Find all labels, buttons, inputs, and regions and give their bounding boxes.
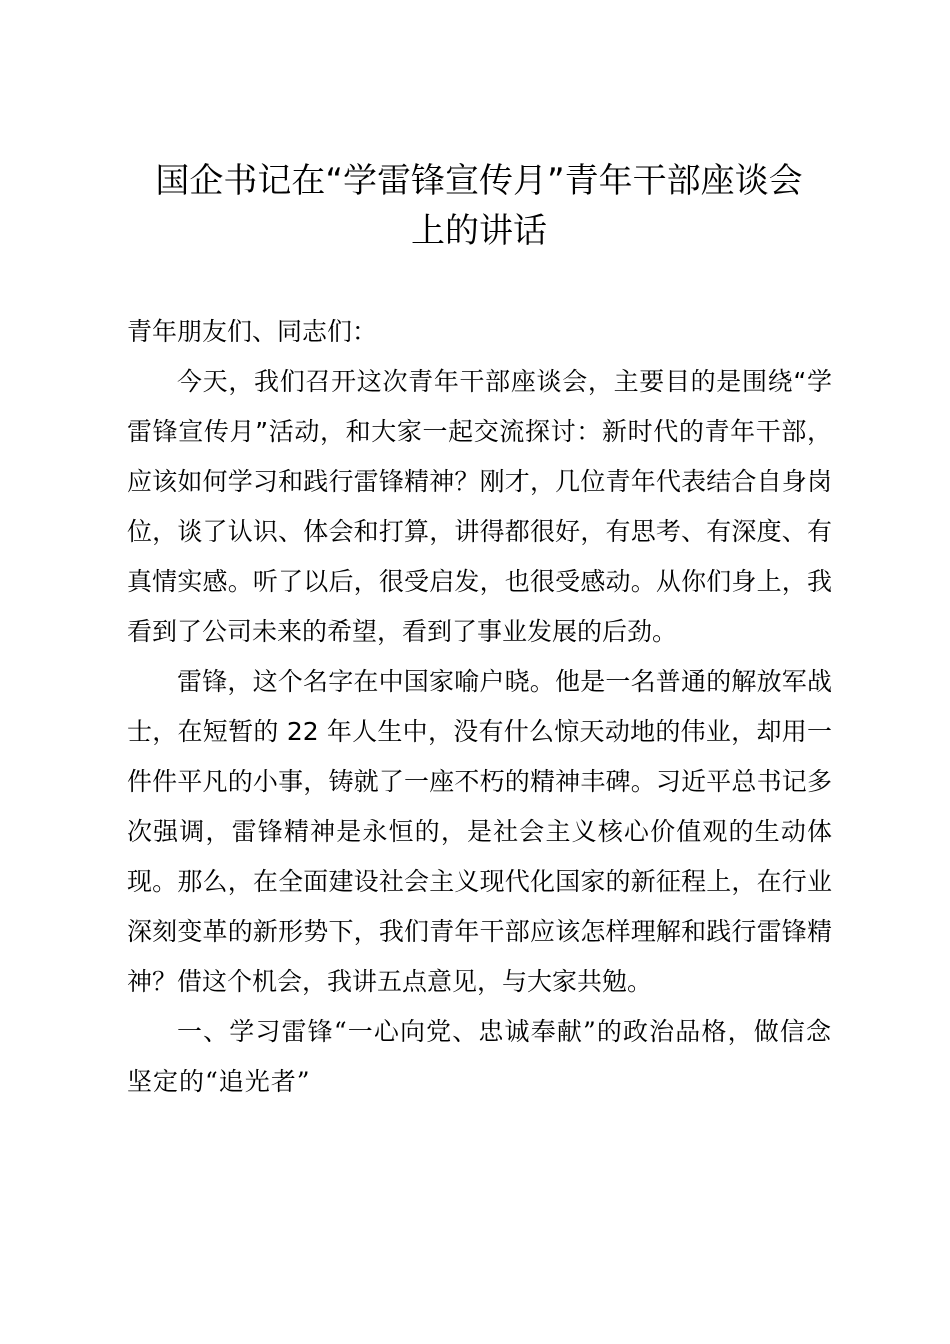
paragraph-lei-feng: 雷锋，这个名字在中国家喻户晓。他是一名普通的解放军战士，在短暂的 22 年人生中，没有什么惊天动地的伟业，却用一件件平凡的小事，铸就了一座不朽的精神丰碑。习近平总书记多次强调，雷锋精神是永恒的，是社会主义核心价值观的生动体现。那么，在全面建设社会主义现代化国家的新征程上，在行业深刻变革的新形势下，我们青年干部应该怎样理解和践行雷锋精神？借这个机会，我讲五点意见，与大家共勉。: [127, 667, 832, 996]
title-line-1: 国企书记在“学雷锋宣传月”青年干部座谈会: [155, 161, 803, 201]
document-title: [120, 156, 838, 256]
section-heading-1: 一、学习雷锋“一心向党、忠诚奉献”的政治品格，做信念坚定的“追光者”: [127, 1017, 832, 1096]
paragraph-intro: 今天，我们召开这次青年干部座谈会，主要目的是围绕“学雷锋宣传月”活动，和大家一起交流探讨：新时代的青年干部，应该如何学习和践行雷锋精神？刚才，几位青年代表结合自身岗位，谈了认识、体会和打算，讲得都很好，有思考、有深度、有真情实感。听了以后，很受启发，也很受感动。从你们身上，我看到了公司未来的希望，看到了事业发展的后劲。: [127, 367, 832, 646]
salutation: 青年朋友们、同志们：: [127, 317, 378, 346]
title-line-2: 上的讲话: [411, 211, 547, 251]
document-body: [127, 307, 832, 1107]
